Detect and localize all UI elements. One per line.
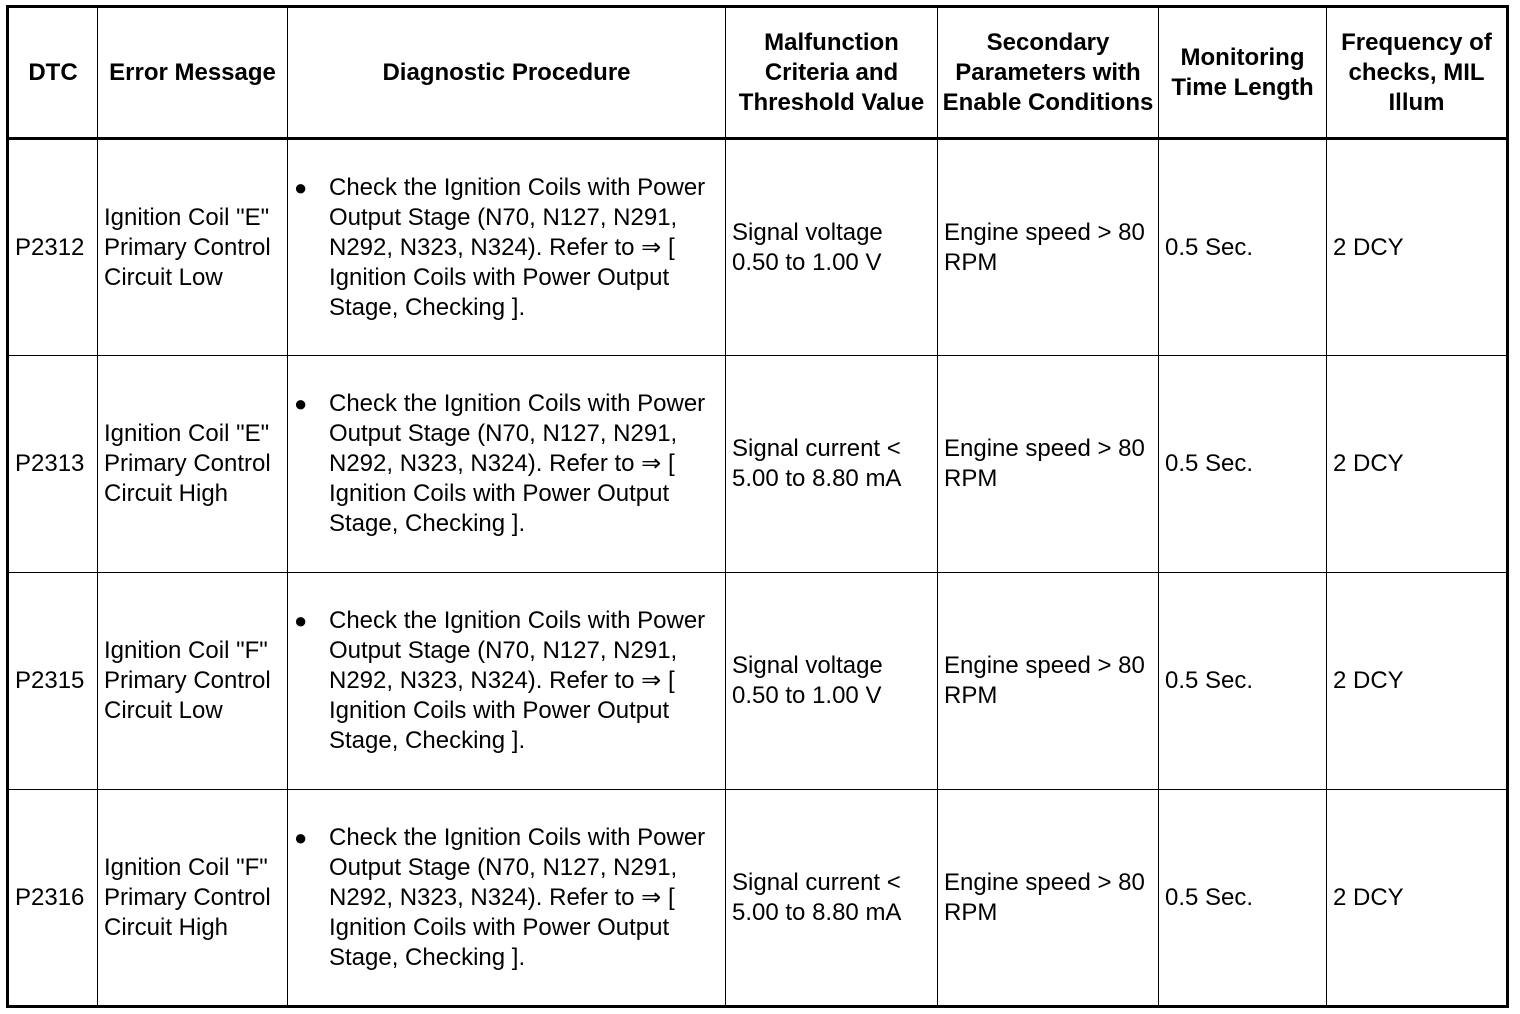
header-malfunction-criteria: Malfunction Criteria and Threshold Value [726,7,938,139]
header-dtc: DTC [8,7,98,139]
procedure-list-item [294,173,719,323]
header-diagnostic-procedure: Diagnostic Procedure [288,7,726,139]
procedure-text: Check the Ignition Coils with Power Output Stage (N70, N127, N291, N292, N323, N324). Refer to ⇒ [ Ignition Coils with Power Output Stage, Checking ]. [329,390,706,537]
diagnostic-procedure [288,356,726,573]
table-row [8,139,1508,356]
document-page [6,5,1509,1008]
frequency: 2 DCY [1327,573,1508,790]
error-message: Ignition Coil "E" Primary Control Circuit High [98,356,288,573]
table-header-row [8,7,1508,139]
dtc-code: P2316 [8,790,98,1007]
error-message: Ignition Coil "F" Primary Control Circuit High [98,790,288,1007]
header-monitoring-time: Monitoring Time Length [1159,7,1327,139]
diagnostic-procedure [288,573,726,790]
table-row [8,356,1508,573]
secondary-parameters: Engine speed > 80 RPM [938,790,1159,1007]
dtc-code: P2315 [8,573,98,790]
procedure-text: Check the Ignition Coils with Power Output Stage (N70, N127, N291, N292, N323, N324). Refer to ⇒ [ Ignition Coils with Power Output Stage, Checking ]. [329,607,706,754]
header-secondary-parameters: Secondary Parameters with Enable Conditions [938,7,1159,139]
bullet-icon: ● [294,608,308,633]
malfunction-criteria: Signal current < 5.00 to 8.80 mA [726,356,938,573]
secondary-parameters: Engine speed > 80 RPM [938,139,1159,356]
frequency: 2 DCY [1327,790,1508,1007]
procedure-list-item [294,823,719,973]
bullet-icon: ● [294,824,308,850]
table-row [8,573,1508,790]
monitoring-time: 0.5 Sec. [1159,139,1327,356]
secondary-parameters: Engine speed > 80 RPM [938,356,1159,573]
diagnostic-procedure [288,139,726,356]
monitoring-time: 0.5 Sec. [1159,790,1327,1007]
dtc-table [6,5,1509,1008]
error-message: Ignition Coil "E" Primary Control Circuit Low [98,139,288,356]
dtc-code: P2312 [8,139,98,356]
procedure-text: Check the Ignition Coils with Power Output Stage (N70, N127, N291, N292, N323, N324). Refer to ⇒ [ Ignition Coils with Power Output Stage, Checking ]. [329,823,706,971]
dtc-code: P2313 [8,356,98,573]
frequency: 2 DCY [1327,139,1508,356]
header-frequency: Frequency of checks, MIL Illum [1327,7,1508,139]
header-error-message: Error Message [98,7,288,139]
procedure-list-item [294,389,719,539]
monitoring-time: 0.5 Sec. [1159,573,1327,790]
malfunction-criteria: Signal voltage 0.50 to 1.00 V [726,573,938,790]
frequency: 2 DCY [1327,356,1508,573]
malfunction-criteria: Signal voltage 0.50 to 1.00 V [726,139,938,356]
procedure-list-item [294,606,719,756]
secondary-parameters: Engine speed > 80 RPM [938,573,1159,790]
diagnostic-procedure [288,790,726,1007]
malfunction-criteria: Signal current < 5.00 to 8.80 mA [726,790,938,1007]
bullet-icon: ● [294,174,308,200]
error-message: Ignition Coil "F" Primary Control Circuit Low [98,573,288,790]
bullet-icon: ● [294,391,308,416]
table-row [8,790,1508,1007]
monitoring-time: 0.5 Sec. [1159,356,1327,573]
procedure-text: Check the Ignition Coils with Power Output Stage (N70, N127, N291, N292, N323, N324). Refer to ⇒ [ Ignition Coils with Power Output Stage, Checking ]. [329,173,706,321]
